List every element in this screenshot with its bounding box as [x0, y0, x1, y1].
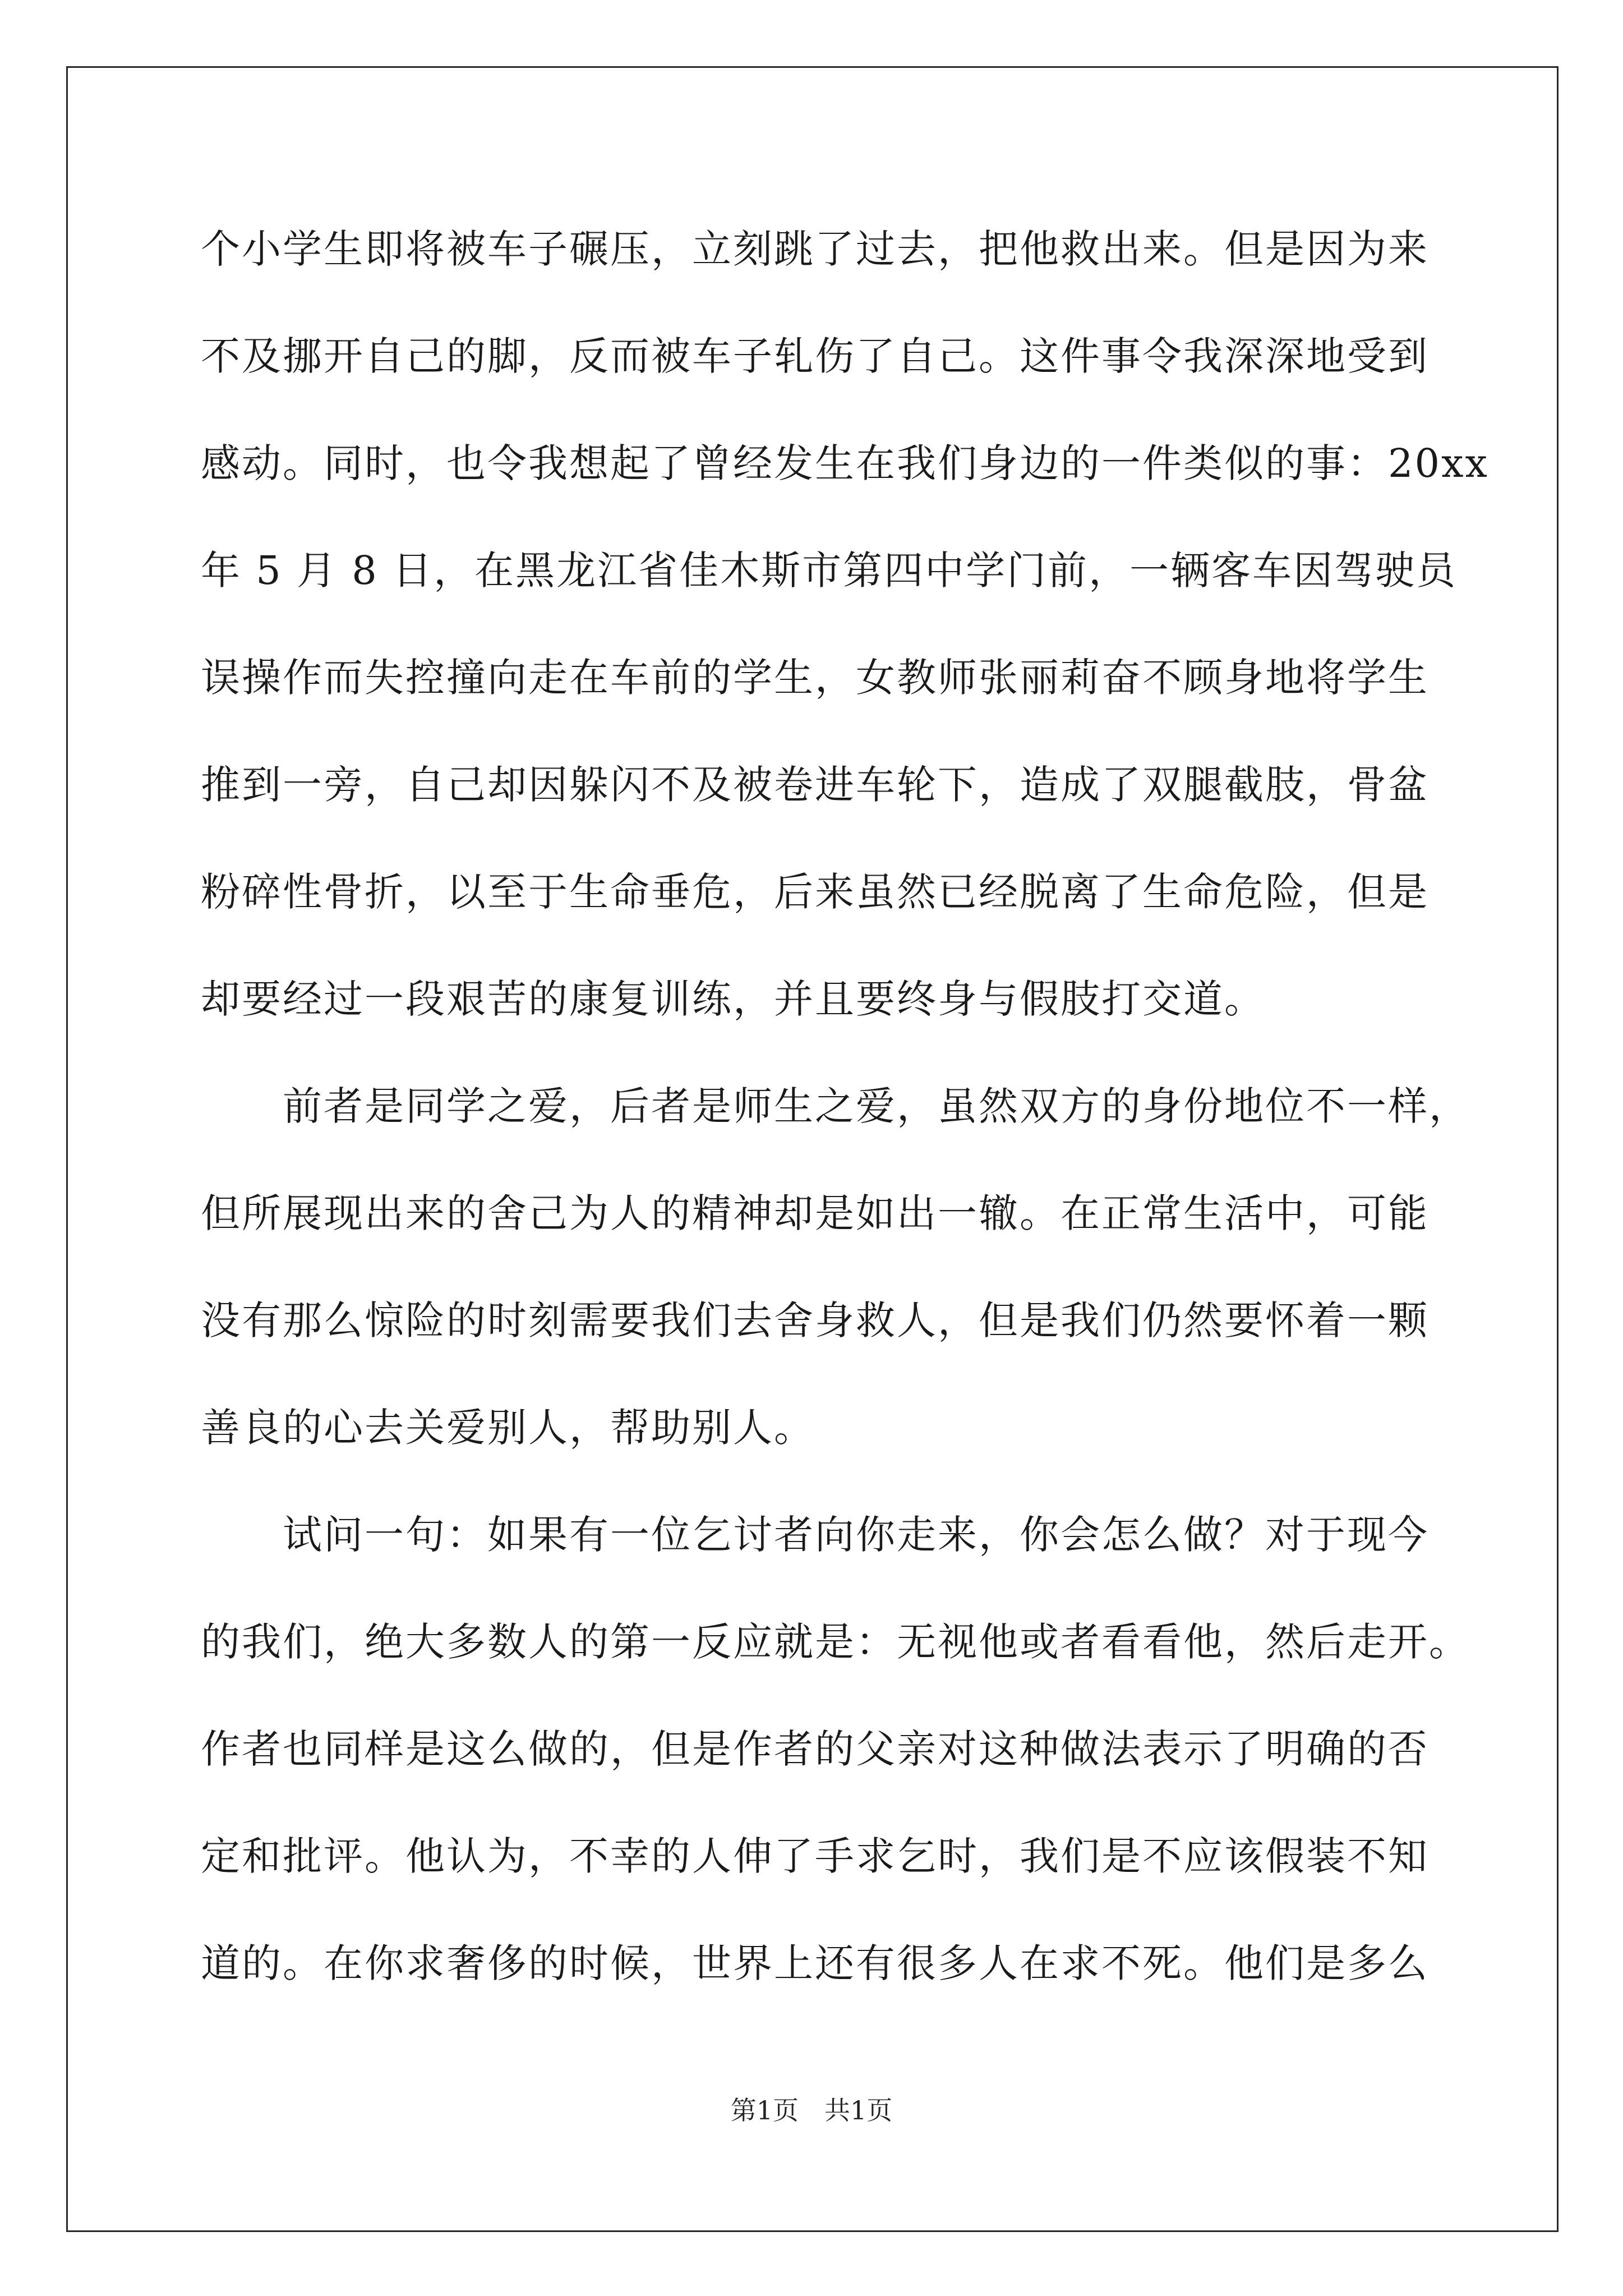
text-line: 前者是同学之爱，后者是师生之爱，虽然双方的身份地位不一样，	[283, 1083, 1470, 1129]
text-line: 个小学生即将被车子碾压，立刻跳了过去，把他救出来。但是因为来	[201, 226, 1429, 272]
paragraph-1	[201, 196, 1490, 1053]
text-line: 试问一句：如果有一位乞讨者向你走来，你会怎么做？对于现今	[283, 1512, 1429, 1558]
paragraph-2	[201, 1053, 1468, 1481]
text-line: 不及挪开自己的脚，反而被车子轧伤了自己。这件事令我深深地受到	[201, 333, 1429, 379]
text-line: 善良的心去关爱别人，帮助别人。	[201, 1405, 815, 1451]
text-line: 作者也同样是这么做的，但是作者的父亲对这种做法表示了明确的否	[201, 1726, 1429, 1772]
text-line: 年 5 月 8 日，在黑龙江省佳木斯市第四中学门前，一辆客车因驾驶员	[201, 547, 1458, 593]
text-line: 感动。同时，也令我想起了曾经发生在我们身边的一件类似的事：20xx	[201, 440, 1490, 486]
text-line: 粉碎性骨折，以至于生命垂危，后来虽然已经脱离了生命危险，但是	[201, 869, 1429, 915]
text-line: 推到一旁，自己却因躲闪不及被卷进车轮下，造成了双腿截肢，骨盆	[201, 762, 1429, 808]
page-footer: 第1页 共1页	[730, 2095, 893, 2125]
text-line: 但所展现出来的舍己为人的精神却是如出一辙。在正常生活中，可能	[201, 1190, 1429, 1236]
document-body	[201, 196, 1490, 2017]
text-line: 的我们，绝大多数人的第一反应就是：无视他或者看看他，然后走开。	[201, 1619, 1470, 1665]
text-line: 没有那么惊险的时刻需要我们去舍身救人，但是我们仍然要怀着一颗	[201, 1297, 1429, 1343]
text-line: 道的。在你求奢侈的时候，世界上还有很多人在求不死。他们是多么	[201, 1940, 1429, 1986]
paragraph-3	[201, 1481, 1468, 2017]
text-line: 误操作而失控撞向走在车前的学生，女教师张丽莉奋不顾身地将学生	[201, 655, 1429, 701]
text-line: 却要经过一段艰苦的康复训练，并且要终身与假肢打交道。	[201, 976, 1265, 1022]
text-line: 定和批评。他认为，不幸的人伸了手求乞时，我们是不应该假装不知	[201, 1833, 1429, 1879]
